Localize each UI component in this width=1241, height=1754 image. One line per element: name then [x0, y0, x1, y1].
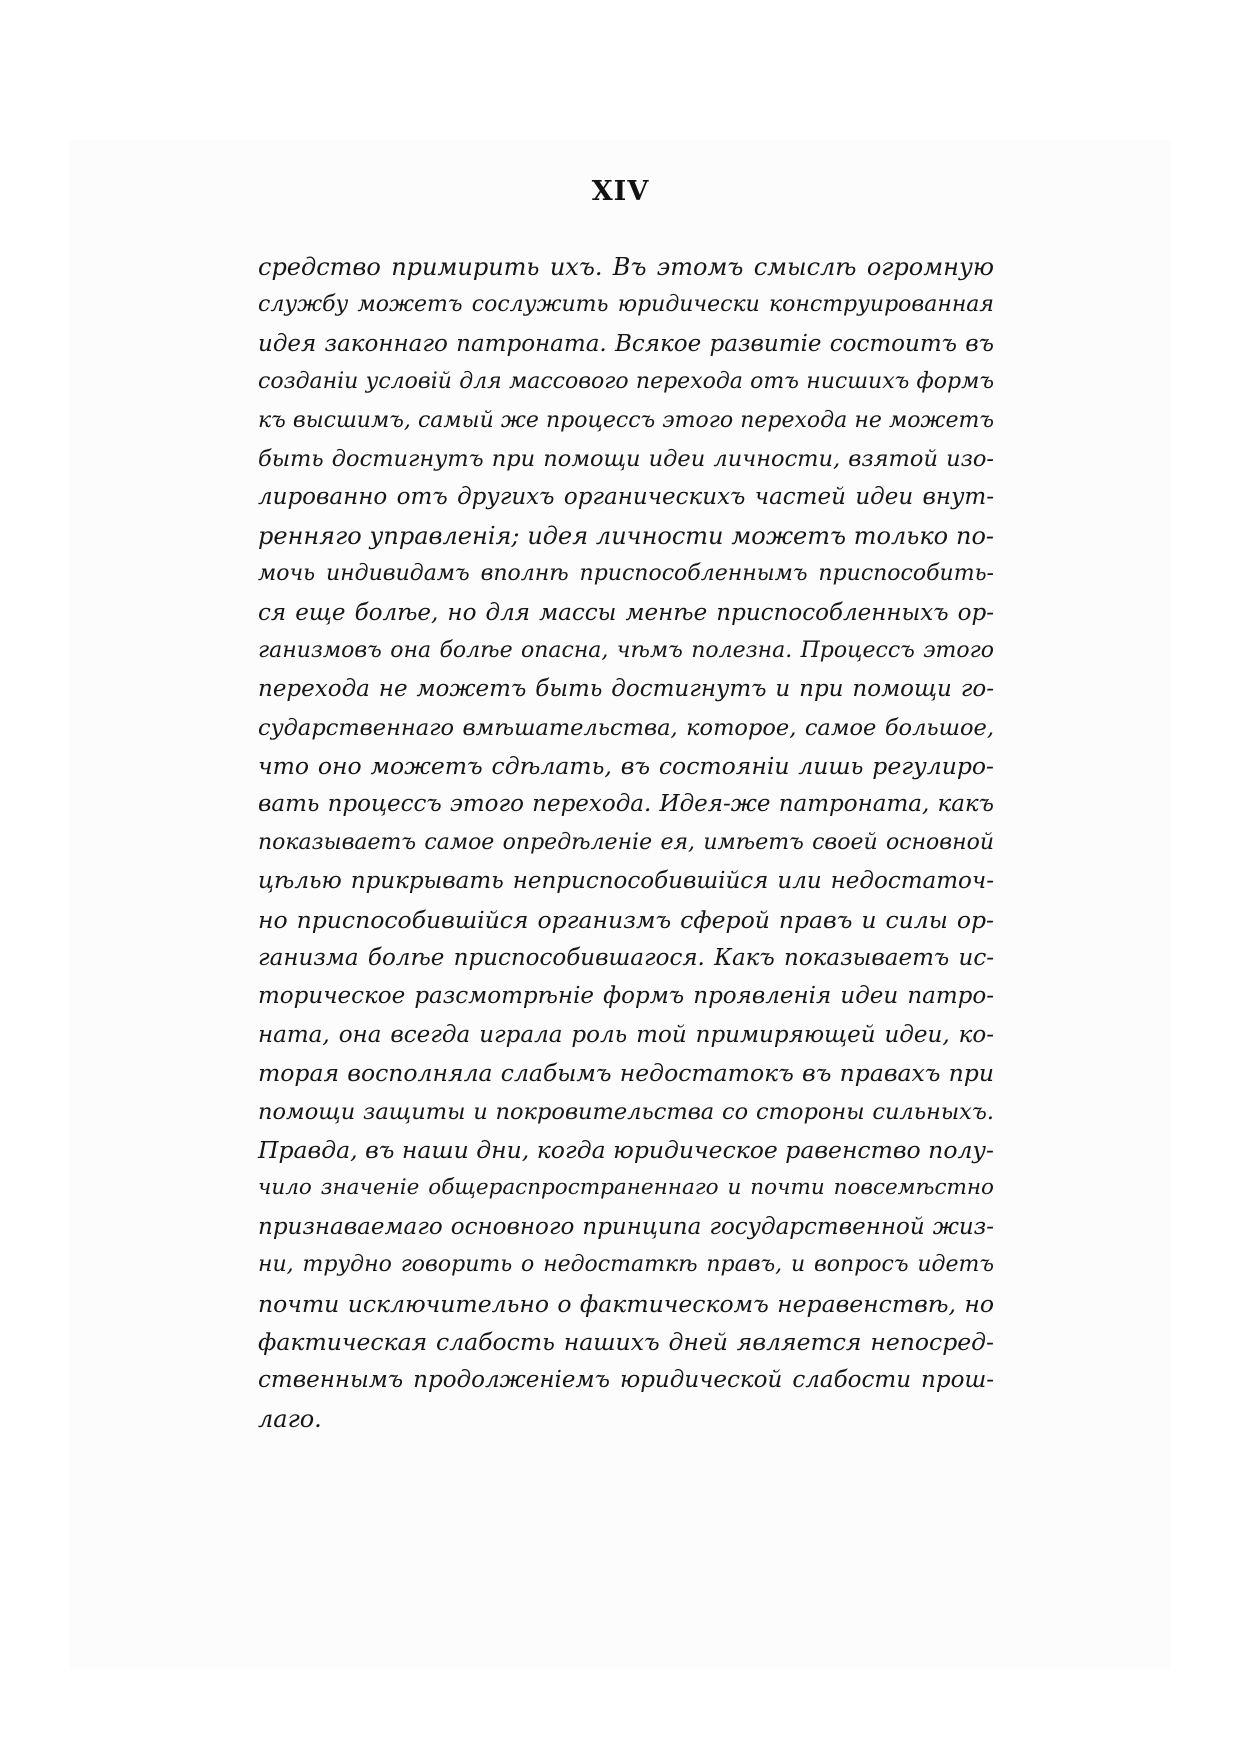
- text-line: ганизма болѣе приспособившагося. Какъ показываетъ ис-: [258, 945, 994, 972]
- text-line: чило значеніе общераспространеннаго и почти повсемѣстно: [258, 1175, 994, 1201]
- text-line: ся еще болѣе, но для массы менѣе приспособленныхъ ор-: [258, 599, 994, 626]
- text-line: лаго.: [258, 1404, 322, 1433]
- text-line: къ высшимъ, самый же процессъ этого перехода не можетъ: [258, 407, 994, 433]
- text-line: но приспособившійся организмъ сферой правъ и силы ор-: [258, 905, 994, 934]
- text-line: идея законнаго патроната. Всякое развитіе состоитъ въ: [258, 330, 994, 357]
- text-line: показываетъ самое опредѣленіе ея, имѣетъ своей основной: [258, 829, 994, 855]
- text-line: ната, она всегда играла роль той примиряющей идеи, ко-: [258, 1021, 994, 1048]
- text-line: ганизмовъ она болѣе опасна, чѣмъ полезна. Процессъ этого: [258, 637, 994, 663]
- text-line: быть достигнутъ при помощи идеи личности, взятой изо-: [258, 445, 994, 472]
- text-line: мочь индивидамъ вполнѣ приспособленнымъ приспособить-: [258, 561, 994, 587]
- text-line: средство примирить ихъ. Въ этомъ смыслѣ огромную: [258, 253, 994, 281]
- text-line: перехода не можетъ быть достигнутъ и при помощи го-: [258, 676, 994, 703]
- text-line: помощи защиты и покровительства со стороны сильныхъ.: [258, 1098, 994, 1125]
- body-text: [258, 248, 994, 1438]
- text-line: торая восполняла слабымъ недостатокъ въ правахъ при: [258, 1059, 994, 1088]
- text-line: ственнымъ продолженіемъ юридической слабости прош-: [258, 1367, 994, 1394]
- text-line: ренняго управленія; идея личности можетъ только по-: [258, 521, 994, 550]
- text-line: признаваемаго основного принципа государственной жиз-: [258, 1213, 994, 1240]
- text-line: цѣлью прикрывать неприспособившійся или недостаточ-: [258, 868, 994, 895]
- text-line: торическое разсмотрѣніе формъ проявленія идеи патро-: [258, 983, 994, 1010]
- text-line: фактическая слабость нашихъ дней является непосред-: [258, 1327, 994, 1356]
- text-line: Правда, въ наши дни, когда юридическое равенство полу-: [258, 1135, 994, 1164]
- page-number: XIV: [591, 176, 650, 207]
- text-line: почти исключительно о фактическомъ неравенствѣ, но: [258, 1289, 994, 1318]
- text-line: что оно можетъ сдѣлать, въ состояніи лишь регулиро-: [258, 752, 994, 781]
- text-line: ни, трудно говорить о недостаткѣ правъ, и вопросъ идетъ: [258, 1252, 994, 1278]
- text-line: сударственнаго вмѣшательства, которое, самое большое,: [258, 714, 994, 741]
- text-line: службу можетъ сослужить юридически конструированная: [258, 292, 994, 318]
- text-line: вать процессъ этого перехода. Идея-же патроната, какъ: [258, 791, 994, 818]
- text-line: созданіи условій для массового перехода отъ нисшихъ формъ: [258, 369, 994, 395]
- text-line: лированно отъ другихъ органическихъ частей идеи внут-: [258, 484, 994, 511]
